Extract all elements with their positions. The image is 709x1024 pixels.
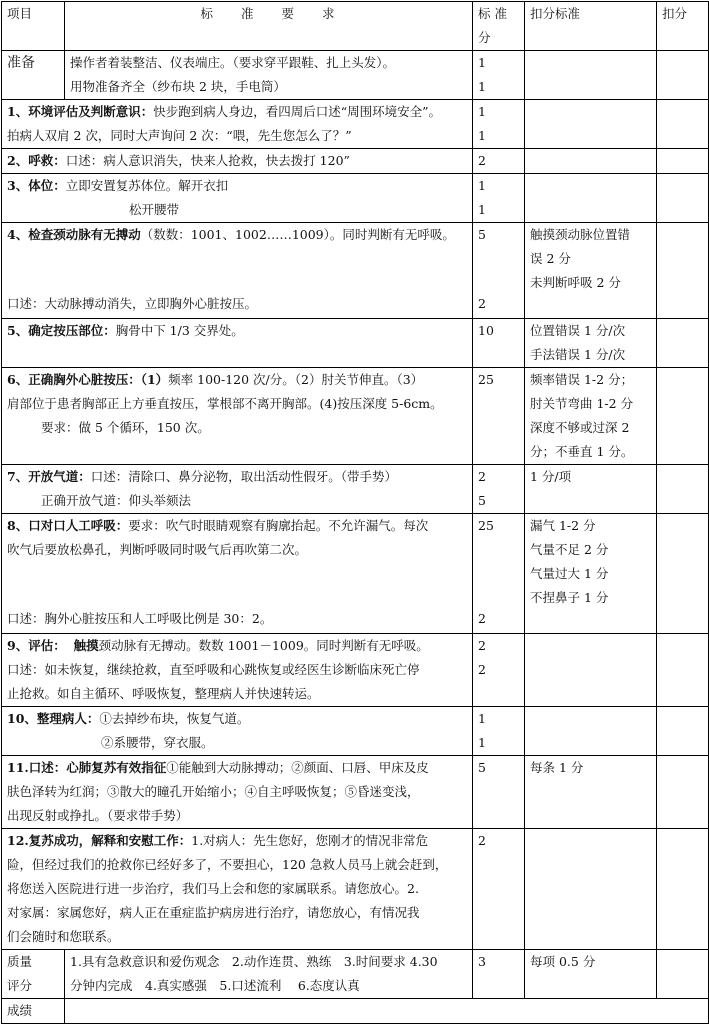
row-7 xyxy=(2,465,709,514)
row-prep-label: 准备 xyxy=(2,51,65,100)
row-5 xyxy=(2,319,709,368)
row-5-deduct: 位置错误 1 分/次 手法错误 1 分/次 xyxy=(525,319,657,368)
row-4-score: 5 2 xyxy=(473,223,525,319)
header-deduct-standard: 扣分标准 xyxy=(525,2,657,51)
row-9-content: 9、评估： 触摸颈动脉有无搏动。数数 1001－1009。同时判断有无呼吸。 口述：如未恢复，继续抢救，直至呼吸和心跳恢复或经医生诊断临床死亡停 止抢救。如自主循环、呼吸恢复，整理病人并快速转运。 xyxy=(2,634,473,707)
row-quality-content: 1.具有急救意识和爱伤观念 2.动作连贯、熟练 3.时间要求 4.30 分钟内完成 4.真实感强 5.口述流利 6.态度认真 xyxy=(65,950,473,999)
row-quality-label: 质量 评分 xyxy=(2,950,65,999)
row-4-deduct: 触摸颈动脉位置错 误 2 分 未判断呼吸 2 分 xyxy=(525,223,657,319)
row-quality xyxy=(2,950,709,999)
row-7-score: 2 5 xyxy=(473,465,525,514)
row-2-content: 2、呼救：口述：病人意识消失，快来人抢救，快去拨打 120” xyxy=(2,149,473,174)
header-item: 项目 xyxy=(2,2,65,51)
row-10-content: 10、整理病人：①去掉纱布块，恢复气道。 ②系腰带，穿衣服。 xyxy=(2,707,473,756)
row-prep-score: 1 1 xyxy=(473,51,525,100)
row-10 xyxy=(2,707,709,756)
header-standard: 标 准 要 求 xyxy=(65,2,473,51)
header-score: 标 准 分 xyxy=(473,2,525,51)
row-2-score: 2 xyxy=(473,149,525,174)
row-11-content: 11.口述：心肺复苏有效指征①能触到大动脉搏动；②颜面、口唇、甲床及皮 肤色泽转为红润；③散大的瞳孔开始缩小；④自主呼吸恢复；⑤昏迷变浅， 出现反射或挣扎。（要求带手势） xyxy=(2,756,473,829)
row-8-content: 8、口对口人工呼吸：要求：吹气时眼睛观察有胸廓抬起。不允许漏气。每次 吹气后要放松鼻孔，判断呼吸同时吸气后再吹第二次。 口述：胸外心脏按压和人工呼吸比例是 30：2。 xyxy=(2,514,473,634)
row-5-content: 5、确定按压部位：胸骨中下 1/3 交界处。 xyxy=(2,319,473,368)
row-result-value xyxy=(65,999,709,1024)
row-11 xyxy=(2,756,709,829)
row-12-score: 2 xyxy=(473,829,525,950)
row-1-score: 1 1 xyxy=(473,100,525,149)
row-4-content: 4、检查颈动脉有无搏动（数数：1001、1002……1009）。同时判断有无呼吸。 口述：大动脉搏动消失，立即胸外心脏按压。 xyxy=(2,223,473,319)
row-2 xyxy=(2,149,709,174)
row-result-label: 成绩 xyxy=(2,999,65,1024)
row-6-deduct: 频率错误 1-2 分； 肘关节弯曲 1-2 分 深度不够或过深 2 分；不垂直 1 分。 xyxy=(525,368,657,465)
row-result xyxy=(2,999,709,1024)
row-5-score: 10 xyxy=(473,319,525,368)
row-3-score: 1 1 xyxy=(473,174,525,223)
row-7-deduct: 1 分/项 xyxy=(525,465,657,514)
row-quality-deduct: 每项 0.5 分 xyxy=(525,950,657,999)
row-3-content: 3、体位：立即安置复苏体位。解开衣扣 松开腰带 xyxy=(2,174,473,223)
row-12-content: 12.复苏成功，解释和安慰工作：1.对病人：先生您好，您刚才的情况非常危 险，但经过我们的抢救你已经好多了，不要担心，120 急救人员马上就会赶到， 将您送入医院进行进一步治疗，我们马上会和您的家属联系。请您放心。2. 对家属：家属您好，病人正在重症监护病房进行治疗，请您放心，有情况我 们会随时和您联系。 xyxy=(2,829,473,950)
row-11-score: 5 xyxy=(473,756,525,829)
row-6-content: 6、正确胸外心脏按压：（1）频率 100-120 次/分。（2）肘关节伸直。（3） 肩部位于患者胸部正上方垂直按压，掌根部不离开胸部。(4)按压深度 5-6cm。 要求：做 5 个循环，150 次。 xyxy=(2,368,473,465)
row-quality-score: 3 xyxy=(473,950,525,999)
row-3 xyxy=(2,174,709,223)
row-prep xyxy=(2,51,709,100)
row-11-deduct: 每条 1 分 xyxy=(525,756,657,829)
header-deduct: 扣分 xyxy=(657,2,709,51)
row-9 xyxy=(2,634,709,707)
row-1-content: 1、环境评估及判断意识：快步跑到病人身边，看四周后口述“周围环境安全”。 拍病人双肩 2 次，同时大声询问 2 次：“喂，先生您怎么了？” xyxy=(2,100,473,149)
row-12 xyxy=(2,829,709,950)
row-6 xyxy=(2,368,709,465)
row-8-deduct: 漏气 1-2 分 气量不足 2 分 气量过大 1 分 不捏鼻子 1 分 xyxy=(525,514,657,634)
row-8-score: 25 2 xyxy=(473,514,525,634)
row-4 xyxy=(2,223,709,319)
row-1 xyxy=(2,100,709,149)
row-6-score: 25 xyxy=(473,368,525,465)
scoring-table xyxy=(1,1,709,1024)
header-row xyxy=(2,2,709,51)
row-10-score: 1 1 xyxy=(473,707,525,756)
row-9-score: 2 2 xyxy=(473,634,525,707)
row-7-content: 7、开放气道：口述：清除口、鼻分泌物，取出活动性假牙。（带手势） 正确开放气道：仰头举颏法 xyxy=(2,465,473,514)
row-8 xyxy=(2,514,709,634)
row-prep-content: 操作者着装整洁、仪表端庄。（要求穿平跟鞋、扎上头发）。 用物准备齐全（纱布块 2 块，手电筒） xyxy=(65,51,473,100)
